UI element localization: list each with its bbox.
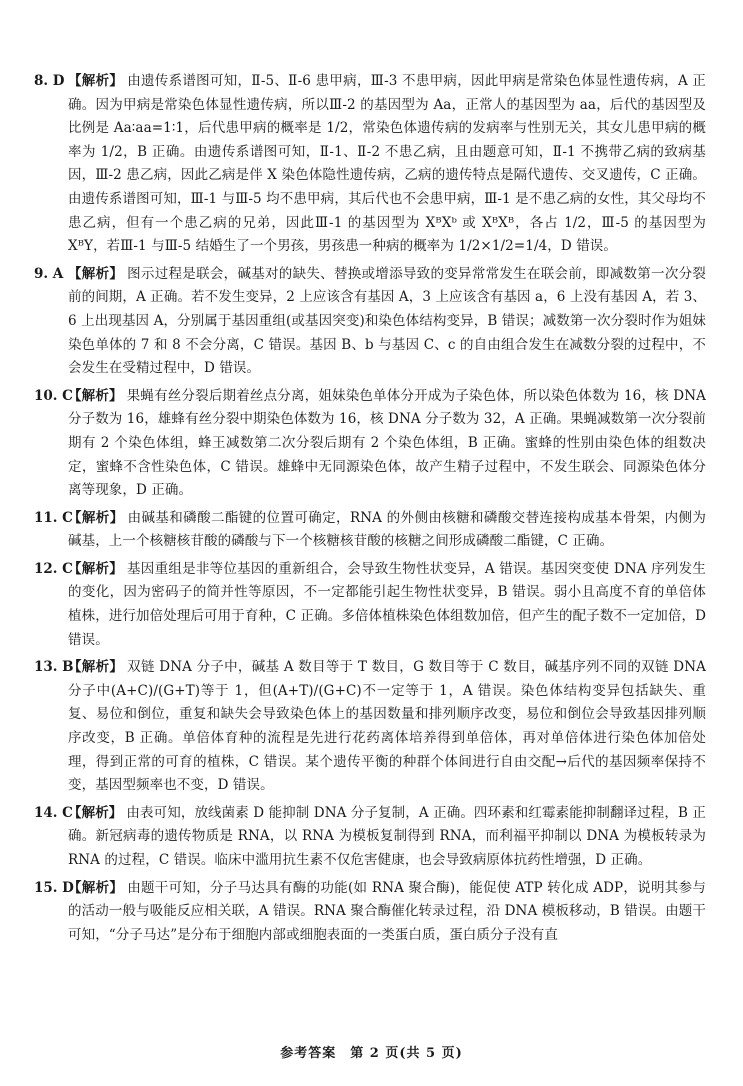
answer-number: 14. C (34, 804, 73, 821)
answer-text: 基因重组是非等位基因的重新组合，会导致生物性状变异，A 错误。基因突变使 DNA 序列发生的变化，因为密码子的简并性等原因，不一定都能引起生物性状变异，B 错误。弱小且高度不育的单倍体植株，进行加倍处理后可用于育种，C 正确。多倍体植株染色体组数加倍，但产生的配子数不一定加倍，D 错误。 (68, 560, 706, 648)
answer-text: 果蝇有丝分裂后期着丝点分离，姐妹染色单体分开成为子染色体，所以染色体数为 16，核 DNA 分子数为 16，雄蜂有丝分裂中期染色体数为 16，核 DNA 分子数为 32，A 正确。果蝇减数第一次分裂前期有 2 个染色体组，蜂王减数第二次分裂后期有 2 个染色体组，B 正确。蜜蜂的性别由染色体的组数决定，蜜蜂不含性染色体，C 错误。雄蜂中无同源染色体，故产生精子过程中，不发生联会、同源染色体分离等现象，D 正确。 (68, 387, 706, 499)
answer-body (68, 385, 706, 503)
page-footer: 参考答案 第 2 页(共 5 页) (280, 1046, 463, 1061)
analysis-tag: 【解析】 (68, 265, 124, 282)
analysis-tag: 【解析】 (68, 560, 124, 577)
answer-text: 图示过程是联会，碱基对的缺失、替换或增添导致的变异常常发生在联会前，即减数第一次分裂前的间期，A 正确。若不发生变异，2 上应该含有基因 A，3 上应该含有基因 a，6 上没有基因 A，若 3、6 上出现基因 A，分别属于基因重组(或基因突变)和染色体结构变异，B 错误；减数第一次分裂时作为姐妹染色单体的 7 和 8 不会分离，C 错误。基因 B、b 与基因 C、c 的自由组合发生在减数分裂的过程中，不会发生在受精过程中，D 错误。 (68, 265, 706, 377)
answer-item-11 (34, 507, 706, 554)
analysis-tag: 【解析】 (68, 73, 124, 89)
answer-body (68, 558, 706, 652)
analysis-tag: 【解析】 (68, 387, 123, 404)
answer-number: 10. C (34, 387, 73, 404)
answer-body (68, 507, 706, 554)
answer-number: 12. C (34, 560, 73, 577)
analysis-tag: 【解析】 (68, 659, 124, 676)
answer-text: 由遗传系谱图可知，Ⅱ-5、Ⅱ-6 患甲病，Ⅲ-3 不患甲病，因此甲病是常染色体显性遗传病，A 正确。因为甲病是常染色体显性遗传病，所以Ⅲ-2 的基因型为 Aa，正常人的基因型为 aa，后代的基因型及比例是 Aa∶aa=1∶1，后代患甲病的概率是 1/2，常染色体遗传病的发病率与性别无关，其女儿患甲病的概率为 1/2，B 正确。由遗传系谱图可知，Ⅱ-1、Ⅱ-2 不患乙病，且由题意可知，Ⅱ-1 不携带乙病的致病基因，Ⅲ-2 患乙病，因此乙病是伴 X 染色体隐性遗传病，乙病的遗传特点是隔代遗传、交叉遗传，C 正确。由遗传系谱图可知，Ⅲ-1 与Ⅲ-5 均不患甲病，其后代也不会患甲病，Ⅲ-1 是不患乙病的女性，其父母均不患乙病，但有一个患乙病的兄弟，因此Ⅲ-1 的基因型为 XᴮXᵇ 或 XᴮXᴮ，各占 1/2，Ⅲ-5 的基因型为 XᴮY，若Ⅲ-1 与Ⅲ-5 结婚生了一个男孩，男孩患一种病的概率为 1/2×1/2=1/4，D 错误。 (68, 73, 706, 255)
answer-body (68, 802, 706, 873)
answer-text: 由碱基和磷酸二酯键的位置可确定，RNA 的外侧由核糖和磷酸交替连接构成基本骨架，内侧为碱基，上一个核糖核苷酸的磷酸与下一个核糖核苷酸的核糖之间形成磷酸二酯键，C 正确。 (68, 509, 706, 550)
analysis-tag: 【解析】 (68, 509, 124, 526)
analysis-tag: 【解析】 (68, 879, 124, 896)
answer-number: 13. B (34, 659, 74, 676)
answer-body (68, 656, 706, 798)
answer-item-14 (34, 802, 706, 873)
answer-body (68, 877, 706, 948)
answer-list (34, 70, 706, 951)
answer-text: 双链 DNA 分子中，碱基 A 数目等于 T 数目，G 数目等于 C 数目，碱基序列不同的双链 DNA 分子中(A+C)/(G+T)等于 1，但(A+T)/(G+C)不一定等于 1，A 错误。染色体结构变异包括缺失、重复、易位和倒位，重复和缺失会导致染色体上的基因数量和排列顺序改变，易位和倒位会导致基因排列顺序改变，B 正确。单倍体育种的流程是先进行花药离体培养得到单倍体，再对单倍体进行染色体加倍处理，得到正常的可育的植株，C 错误。某个遗传平衡的种群个体间进行自由交配→后代的基因频率保持不变，基因型频率也不变，D 错误。 (68, 659, 706, 794)
answer-body (68, 263, 706, 381)
answer-item-15 (34, 877, 706, 948)
answer-number: 11. C (34, 509, 73, 526)
answer-text: 由题干可知，分子马达具有酶的功能(如 RNA 聚合酶)，能促使 ATP 转化成 ADP，说明其参与的活动一般与吸能反应相关联，A 错误。RNA 聚合酶催化转录过程，沿 DNA 模板移动，B 错误。由题干可知，“分子马达”是分布于细胞内部或细胞表面的一类蛋白质，蛋白质分子没有直 (68, 879, 706, 943)
answer-number: 15. D (34, 879, 74, 896)
answer-text: 由表可知，放线菌素 D 能抑制 DNA 分子复制，A 正确。四环素和红霉素能抑制翻译过程，B 正确。新冠病毒的遗传物质是 RNA，以 RNA 为模板复制得到 RNA，而利福平抑制以 DNA 为模板转录为 RNA 的过程，C 错误。临床中滥用抗生素不仅危害健康，也会导致病原体抗药性增强，D 正确。 (68, 804, 706, 868)
answer-number: 9. A (34, 265, 64, 282)
answer-item-9 (34, 263, 706, 381)
analysis-tag: 【解析】 (68, 804, 123, 821)
answer-body (68, 70, 706, 259)
answer-item-8 (34, 70, 706, 259)
answer-item-13 (34, 656, 706, 798)
answer-number: 8. D (34, 73, 65, 89)
answer-item-12 (34, 558, 706, 652)
answer-item-10 (34, 385, 706, 503)
